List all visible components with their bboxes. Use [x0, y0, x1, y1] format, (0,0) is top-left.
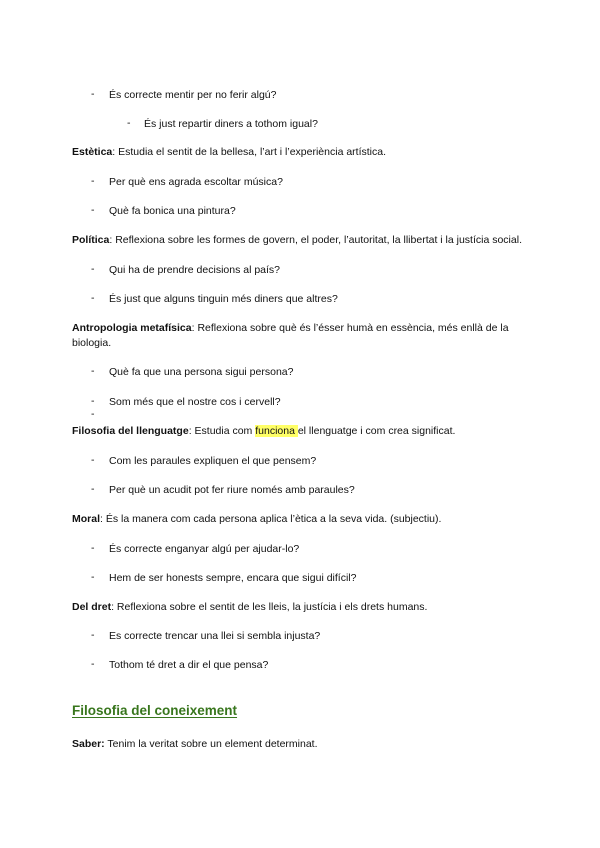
term-llenguatge: Filosofia del llenguatge — [72, 425, 189, 437]
term-saber: Saber: — [72, 738, 105, 750]
question-dret-1: Es correcte trencar una llei si sembla injusta? — [109, 630, 321, 642]
question-estetica-2: Què fa bonica una pintura? — [109, 205, 236, 217]
definition-dret — [72, 600, 528, 615]
question-moral-2: Hem de ser honests sempre, encara que sigui difícil? — [109, 572, 357, 584]
bullet-dash: - — [91, 454, 95, 466]
question-politica-2: És just que alguns tinguin més diners que altres? — [109, 293, 338, 305]
definition-text: : Reflexiona sobre el sentit de les lleis, la justícia i els drets humans. — [111, 601, 428, 613]
definition-text: : Reflexiona sobre les formes de govern, el poder, l’autoritat, la llibertat i la justícia social. — [109, 234, 522, 246]
definition-text: : Reflexiona sobre què és l’ésser humà en essència, més enllà de la biologia. — [72, 322, 509, 349]
bullet-dash: - — [91, 629, 95, 641]
definition-saber — [72, 737, 528, 752]
highlighted-word: funciona — [255, 425, 298, 437]
question-politica-1: Qui ha de prendre decisions al país? — [109, 264, 281, 276]
question-llenguatge-1: Com les paraules expliquen el que pensem? — [109, 455, 317, 467]
bullet-dash: - — [91, 542, 95, 554]
definition-text: Tenim la veritat sobre un element determinat. — [104, 738, 318, 750]
bullet-dash: - — [91, 88, 95, 100]
definition-politica — [72, 233, 528, 248]
bullet-dash: - — [91, 175, 95, 187]
definition-moral — [72, 512, 528, 527]
question-estetica-1: Per què ens agrada escoltar música? — [109, 176, 283, 188]
question-moral-1: És correcte enganyar algú per ajudar-lo? — [109, 543, 300, 555]
bullet-dash: - — [91, 658, 95, 670]
term-moral: Moral — [72, 513, 101, 525]
question-antropologia-1: Què fa que una persona sigui persona? — [109, 366, 294, 378]
term-estetica: Estètica — [72, 146, 113, 158]
bullet-dash: - — [91, 571, 95, 583]
definition-text: : Estudia com — [188, 425, 256, 437]
definition-antropologia — [72, 321, 528, 351]
section-heading-coneixement: Filosofia del coneixement — [72, 703, 238, 718]
bullet-dash: - — [91, 263, 95, 275]
bullet-dash: - — [91, 204, 95, 216]
bullet-dash: - — [91, 292, 95, 304]
term-dret: Del dret — [72, 601, 112, 613]
term-politica: Política — [72, 234, 110, 246]
definition-text: : Estudia el sentit de la bellesa, l’art i l’experiència artística. — [112, 146, 386, 158]
question-etica-1: És correcte mentir per no ferir algú? — [109, 89, 277, 101]
term-antropologia: Antropologia metafísica — [72, 322, 192, 334]
question-dret-2: Tothom té dret a dir el que pensa? — [109, 659, 269, 671]
question-llenguatge-2: Per què un acudit pot fer riure només amb paraules? — [109, 484, 355, 496]
definition-llenguatge — [72, 424, 528, 439]
definition-text: : És la manera com cada persona aplica l’ètica a la seva vida. (subjectiu). — [100, 513, 442, 525]
bullet-dash: - — [91, 365, 95, 377]
definition-estetica — [72, 145, 528, 160]
bullet-dash: - — [91, 395, 95, 407]
question-antropologia-2: Som més que el nostre cos i cervell? — [109, 396, 281, 408]
question-etica-2: És just repartir diners a tothom igual? — [144, 118, 318, 130]
bullet-dash-empty: - — [91, 408, 95, 420]
bullet-dash: - — [91, 483, 95, 495]
bullet-dash: - — [127, 117, 131, 129]
definition-text: el llenguatge i com crea significat. — [297, 425, 456, 437]
